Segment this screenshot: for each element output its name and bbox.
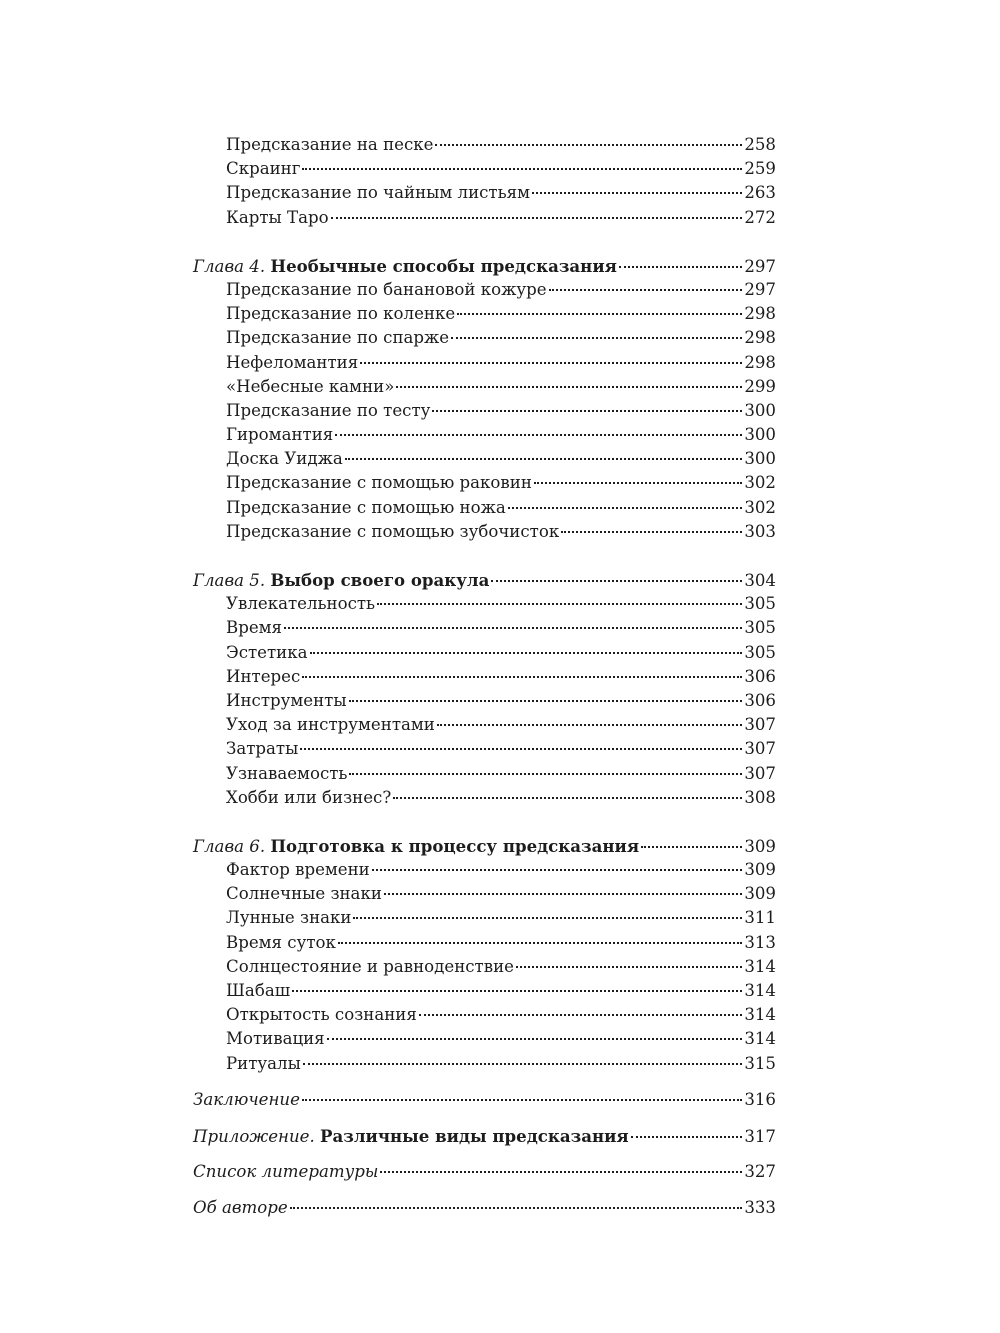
toc-entry-page: 302 [744, 473, 776, 493]
toc-entry-title: Предсказание по банановой кожуре [226, 279, 547, 299]
bibliography-page: 327 [744, 1162, 776, 1182]
chapter-title: Подготовка к процессу предсказания [270, 835, 640, 856]
toc-entry-page: 307 [744, 739, 776, 759]
leader-dots [435, 144, 742, 146]
leader-dots [302, 676, 742, 678]
leader-dots [508, 507, 743, 509]
toc-entry-title: Предсказание с помощью ножа [226, 497, 506, 517]
leader-dots [349, 773, 742, 775]
chapter-label: Глава 6. [193, 836, 266, 856]
toc-entry-page: 305 [744, 618, 776, 638]
toc-entry[interactable] [193, 351, 776, 375]
toc-about-author[interactable] [193, 1196, 776, 1220]
appendix-label: Приложение. [193, 1126, 315, 1146]
toc-entry-title: Предсказание на песке [226, 135, 434, 154]
toc-entry-title: Предсказание по спарже [226, 328, 450, 348]
toc-bibliography[interactable] [193, 1160, 776, 1184]
toc-entry-page: 298 [744, 352, 776, 372]
toc-entry-title: Карты Таро [226, 207, 329, 227]
bibliography-title: Список литературы [193, 1162, 379, 1182]
toc-entry-title: Гиромантия [226, 425, 334, 445]
toc-entry[interactable] [193, 423, 776, 447]
leader-dots [292, 990, 742, 992]
leader-dots [290, 1207, 743, 1209]
toc-entry[interactable] [193, 206, 776, 230]
toc-entry-page: 314 [744, 956, 776, 976]
toc-entry-title: Хобби или бизнес? [226, 787, 392, 807]
toc-entry-page: 314 [744, 1005, 776, 1025]
leader-dots [349, 700, 743, 702]
leader-dots [419, 1014, 743, 1016]
chapter-label: Глава 5. [193, 571, 266, 590]
toc-entry[interactable] [193, 157, 776, 181]
toc-entry-title: Время суток [226, 932, 336, 952]
toc-entry-page: 306 [744, 666, 776, 686]
toc-entry[interactable] [193, 858, 776, 882]
toc-entry-page: 306 [744, 690, 776, 710]
toc-entry-title: Интерес [226, 666, 301, 686]
leader-dots [619, 266, 742, 268]
toc-entry-page: 315 [744, 1053, 776, 1073]
toc-entry[interactable] [193, 689, 776, 713]
chapter-title: Выбор своего оракула [270, 570, 490, 590]
leader-dots [631, 1136, 743, 1138]
leader-dots [377, 603, 742, 605]
toc-entry[interactable] [193, 906, 776, 930]
toc-entry-title: Время [226, 618, 283, 638]
toc-entry[interactable] [193, 737, 776, 761]
toc-entry[interactable] [193, 762, 776, 786]
appendix-title: Различные виды предсказания [320, 1125, 629, 1146]
chapter-label: Глава 4. [193, 256, 266, 276]
leader-dots [327, 1038, 743, 1040]
leader-dots [549, 289, 743, 291]
toc-entry[interactable] [193, 302, 776, 326]
leader-dots [432, 410, 742, 412]
toc-entry[interactable] [193, 979, 776, 1003]
toc-entry-title: Скраинг [226, 159, 301, 179]
toc-entry[interactable] [193, 665, 776, 689]
toc-entry[interactable] [193, 713, 776, 737]
toc-entry-page: 297 [744, 279, 776, 299]
leader-dots [302, 1099, 742, 1101]
leader-dots [534, 482, 742, 484]
leader-dots [384, 893, 742, 895]
toc-entry-title: Уход за инструментами [226, 715, 435, 735]
leader-dots [284, 627, 742, 629]
toc-entry-title: Предсказание по чайным листьям [226, 183, 531, 203]
toc-entry[interactable] [193, 1027, 776, 1051]
toc-entry-title: Мотивация [226, 1029, 325, 1049]
toc-entry-title: Эстетика [226, 642, 308, 662]
toc-entry[interactable] [193, 882, 776, 906]
toc-entry-title: Узнаваемость [226, 763, 348, 783]
toc-entry-title: Затраты [226, 739, 299, 759]
chapter-page: 309 [744, 836, 776, 856]
leader-dots [302, 168, 742, 170]
chapter-heading[interactable] [193, 568, 776, 592]
leader-dots [393, 797, 742, 799]
leader-dots [451, 337, 742, 339]
leader-dots [331, 217, 743, 219]
toc-entry-page: 307 [744, 763, 776, 783]
toc-entry-title: Лунные знаки [226, 908, 352, 928]
chapter-title: Необычные способы предсказания [270, 255, 617, 276]
toc-entry[interactable] [193, 786, 776, 810]
appendix-page: 317 [744, 1126, 776, 1146]
toc-entry[interactable] [193, 399, 776, 423]
toc-entry-page: 300 [744, 425, 776, 445]
toc-entry[interactable] [193, 471, 776, 495]
toc-entry-title: Солнцестояние и равноденствие [226, 956, 514, 976]
chapter-5 [193, 568, 776, 810]
leader-dots [303, 1063, 743, 1065]
toc-entry-page: 305 [744, 642, 776, 662]
toc-entry-page: 263 [744, 183, 776, 203]
toc-entry[interactable] [193, 592, 776, 616]
table-of-contents [193, 133, 776, 1221]
leader-dots [516, 966, 742, 968]
toc-entry-page: 307 [744, 715, 776, 735]
toc-entry-page: 299 [744, 376, 776, 396]
leader-dots [532, 192, 742, 194]
toc-entry-page: 298 [744, 328, 776, 348]
toc-entry-page: 302 [744, 497, 776, 517]
toc-entry-title: Открытость сознания [226, 1005, 417, 1025]
toc-entry[interactable] [193, 931, 776, 955]
toc-entry-title: Предсказание с помощью зубочисток [226, 521, 560, 541]
leader-dots [396, 386, 742, 388]
about-page: 333 [744, 1198, 776, 1218]
leader-dots [491, 580, 742, 582]
toc-entry-page: 314 [744, 981, 776, 1000]
toc-conclusion[interactable] [193, 1088, 776, 1112]
toc-entry-title: Предсказание по коленке [226, 304, 456, 324]
toc-entry-page: 308 [744, 787, 776, 807]
toc-entry-title: Инструменты [226, 690, 347, 710]
toc-entry[interactable] [193, 278, 776, 302]
chapter-heading[interactable] [193, 834, 776, 858]
toc-entry[interactable] [193, 955, 776, 979]
leader-dots [360, 362, 742, 364]
leader-dots [457, 313, 742, 315]
leader-dots [345, 458, 743, 460]
toc-entry-page: 259 [744, 159, 776, 179]
toc-entry-page: 305 [744, 594, 776, 614]
toc-entry-title: Доска Уиджа [226, 449, 343, 469]
toc-entry-page: 309 [744, 860, 776, 880]
toc-entry[interactable] [193, 496, 776, 520]
leader-dots [353, 917, 742, 919]
toc-entry-page: 272 [744, 207, 776, 227]
chapter-heading[interactable] [193, 254, 776, 278]
toc-entry-page: 314 [744, 1029, 776, 1049]
toc-entry[interactable] [193, 447, 776, 471]
toc-entry-title: «Небесные камни» [226, 376, 395, 396]
toc-entry-title: Фактор времени [226, 860, 370, 880]
toc-entry-page: 309 [744, 884, 776, 904]
leader-dots [300, 748, 742, 750]
chapter-page: 297 [744, 256, 776, 276]
toc-entry-title: Солнечные знаки [226, 884, 382, 904]
toc-entry[interactable] [193, 616, 776, 640]
toc-entry-title: Увлекательность [226, 594, 376, 614]
toc-entry[interactable] [193, 133, 776, 157]
toc-entry-page: 311 [744, 908, 776, 928]
toc-entry-title: Нефеломантия [226, 352, 359, 372]
toc-entry-title: Предсказание с помощью раковин [226, 473, 532, 493]
conclusion-title: Заключение [193, 1089, 300, 1109]
toc-entry[interactable] [193, 181, 776, 205]
conclusion-page: 316 [744, 1089, 776, 1109]
about-title: Об авторе [193, 1198, 288, 1218]
toc-entry[interactable] [193, 1052, 776, 1076]
leader-dots [335, 434, 742, 436]
toc-entry[interactable] [193, 375, 776, 399]
toc-entry-page: 300 [744, 400, 776, 420]
toc-entry-page: 298 [744, 304, 776, 324]
toc-entry-title: Шабаш [226, 981, 291, 1000]
toc-entry-title: Предсказание по тесту [226, 400, 431, 420]
toc-entry[interactable] [193, 520, 776, 544]
toc-entry-page: 303 [744, 521, 776, 541]
chapter-4 [193, 254, 776, 544]
leader-dots [310, 652, 743, 654]
leader-dots [641, 846, 742, 848]
leader-dots [380, 1171, 742, 1173]
chapter-page: 304 [744, 571, 776, 590]
toc-entry-page: 313 [744, 932, 776, 952]
toc-entry-page: 258 [744, 135, 776, 154]
toc-entry[interactable] [193, 1003, 776, 1027]
toc-entry[interactable] [193, 326, 776, 350]
chapter-6 [193, 834, 776, 1076]
leader-dots [437, 724, 742, 726]
toc-entry-title: Ритуалы [226, 1053, 301, 1073]
toc-entry-page: 300 [744, 449, 776, 469]
chapter-3-continued [193, 133, 776, 230]
toc-appendix[interactable] [193, 1124, 776, 1148]
leader-dots [338, 942, 742, 944]
leader-dots [561, 531, 742, 533]
leader-dots [372, 869, 743, 871]
toc-entry[interactable] [193, 641, 776, 665]
